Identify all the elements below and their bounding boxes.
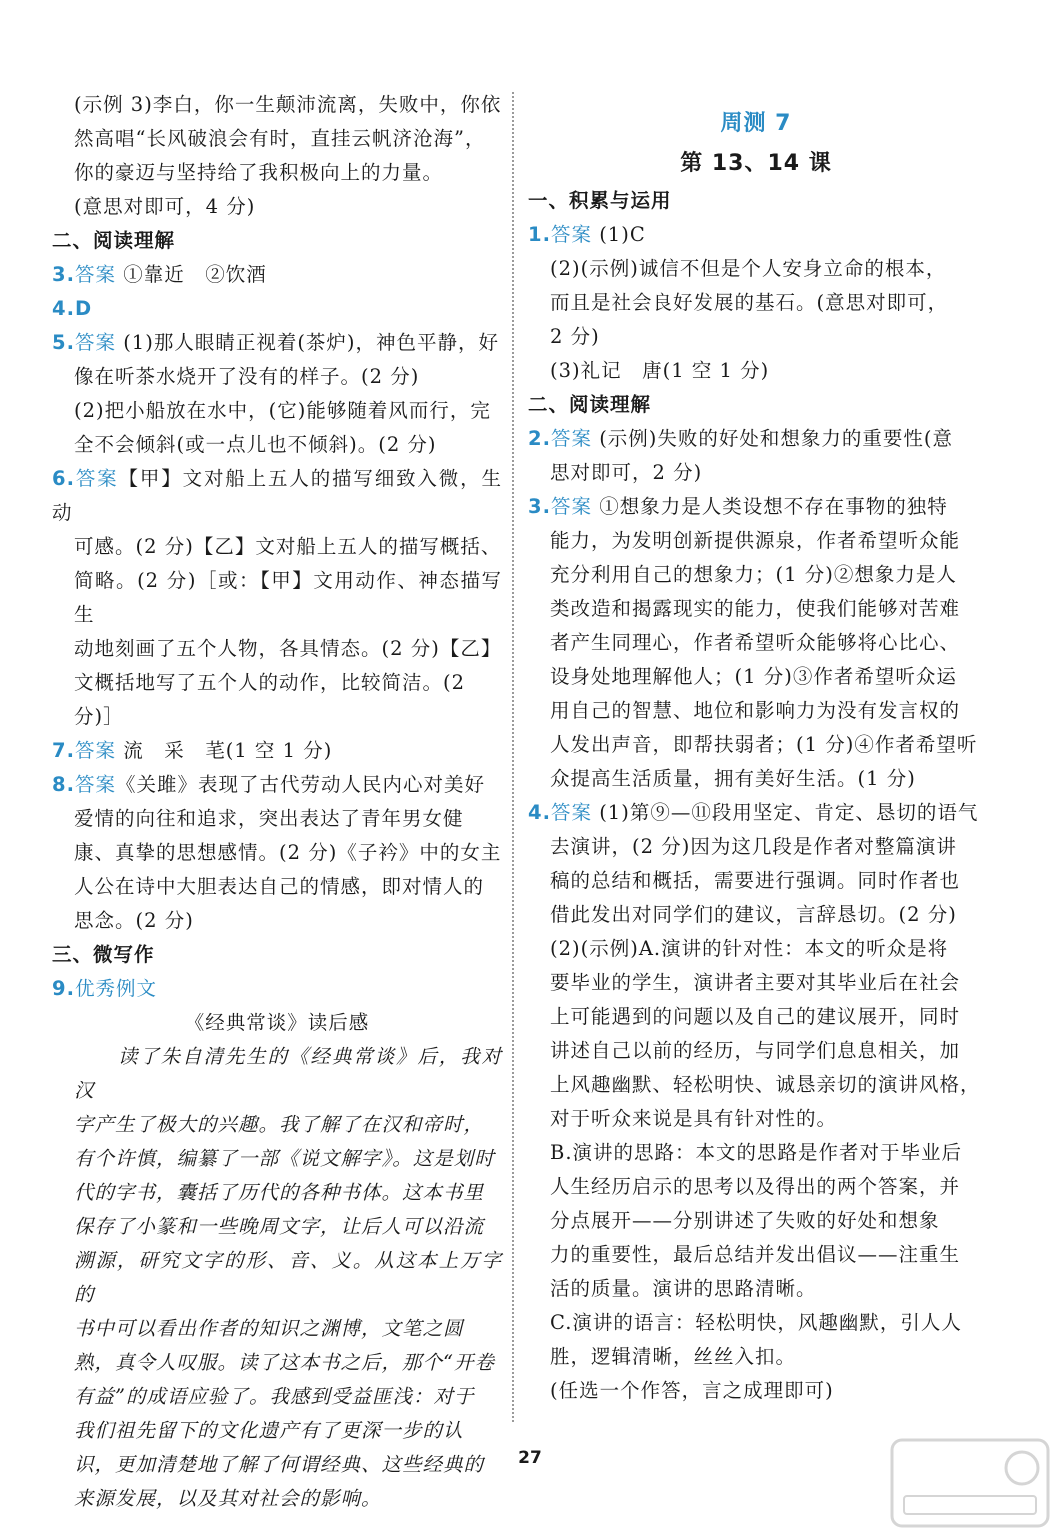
answer-line: 类改造和揭露现实的能力，使我们能够对苦难 bbox=[550, 597, 961, 620]
answer-line: 去演讲，(2 分)因为这几段是作者对整篇演讲 bbox=[550, 835, 957, 858]
watermark-logo bbox=[890, 1438, 1050, 1528]
question-number: 4.D bbox=[52, 297, 93, 320]
answer-line: 分点展开——分别讲述了失败的好处和想象 bbox=[550, 1209, 940, 1232]
section-heading: 二、阅读理解 bbox=[528, 393, 652, 416]
answer-text: 【甲】文对船上五人的描写细致入微，生动 bbox=[52, 467, 502, 524]
question-3 bbox=[52, 258, 502, 292]
answer-label: 答案 bbox=[550, 801, 592, 824]
question-6 bbox=[52, 462, 502, 530]
answer-line: 人公在诗中大胆表达自己的情感，即对情人的 bbox=[74, 875, 485, 898]
essay-line: 我们祖先留下的文化遗产有了更深一步的认 bbox=[74, 1419, 464, 1442]
answer-line: 活的质量。演讲的思路清晰。 bbox=[550, 1277, 817, 1300]
answer-text: ①想象力是人类设想不存在事物的独特 bbox=[592, 495, 948, 518]
answer-line: 思对即可，2 分) bbox=[550, 461, 703, 484]
essay-line: 保存了小篆和一些晚周文字，让后人可以沿流 bbox=[74, 1215, 485, 1238]
answer-line: 像在听茶水烧开了没有的样子。(2 分) bbox=[74, 365, 420, 388]
answer-text: (1)第⑨—⑪段用坚定、肯定、恳切的语气 bbox=[592, 801, 979, 824]
answer-line: 可感。(2 分)【乙】文对船上五人的描写概括、 bbox=[74, 535, 502, 558]
answer-label: 答案 bbox=[74, 773, 116, 796]
section-heading: 二、阅读理解 bbox=[52, 229, 176, 252]
answer-line: 全不会倾斜(或一点儿也不倾斜)。(2 分) bbox=[74, 433, 437, 456]
answer-line: 康、真挚的思想感情。(2 分)《子衿》中的女主 bbox=[74, 841, 502, 864]
question-number: 9. bbox=[52, 977, 75, 1000]
essay-line: 熟，真令人叹服。读了这本书之后，那个“开卷 bbox=[74, 1351, 495, 1374]
answer-label: 答案 bbox=[74, 263, 116, 286]
answer-line: C.演讲的语言：轻松明快，风趣幽默，引人人 bbox=[550, 1311, 962, 1334]
answer-line: 要毕业的学生，演讲者主要对其毕业后在社会 bbox=[550, 971, 961, 994]
answer-label: 答案 bbox=[550, 495, 592, 518]
essay-line: 有益”的成语应验了。我感到受益匪浅：对于 bbox=[74, 1385, 475, 1408]
question-number: 3. bbox=[52, 263, 75, 286]
essay-line: 读了朱自清先生的《经典常谈》后，我对汉 bbox=[74, 1045, 502, 1102]
left-column bbox=[52, 88, 502, 1516]
answer-line: 胜，逻辑清晰，丝丝入扣。 bbox=[550, 1345, 797, 1368]
essay-line: 溯源，研究文字的形、音、义。从这本上万字的 bbox=[74, 1249, 502, 1306]
answer-line: 动地刻画了五个人物，各具情态。(2 分)【乙】 bbox=[74, 637, 502, 660]
answer-line: 文概括地写了五个人的动作，比较简洁。(2 bbox=[74, 671, 466, 694]
answer-line: 力的重要性，最后总结并发出倡议——注重生 bbox=[550, 1243, 961, 1266]
answer-line: (2)(示例)诚信不但是个人安身立命的根本， bbox=[550, 257, 947, 280]
answer-line: 思念。(2 分) bbox=[74, 909, 194, 932]
answer-line: (任选一个作答，言之成理即可) bbox=[550, 1379, 834, 1402]
essay-line: 识，更加清楚地了解了何谓经典、这些经典的 bbox=[74, 1453, 485, 1476]
answer-line: 者产生同理心，作者希望听众能够将心比心、 bbox=[550, 631, 961, 654]
section-heading: 三、微写作 bbox=[52, 943, 155, 966]
section-heading: 一、积累与运用 bbox=[528, 189, 672, 212]
answer-label: 答案 bbox=[550, 223, 592, 246]
answer-line: 分)］ bbox=[74, 705, 124, 728]
answer-line: 上风趣幽默、轻松明快、诚恳亲切的演讲风格， bbox=[550, 1073, 981, 1096]
question-5 bbox=[52, 326, 502, 360]
column-divider bbox=[512, 92, 514, 1422]
answer-text: 《关雎》表现了古代劳动人民内心对美好 bbox=[116, 773, 486, 796]
right-column bbox=[528, 96, 984, 1408]
answer-text: (示例)失败的好处和想象力的重要性(意 bbox=[592, 427, 954, 450]
question-number: 2. bbox=[528, 427, 551, 450]
answer-text: (1)那人眼睛正视着(茶炉)，神色平静，好 bbox=[116, 331, 500, 354]
answer-line: 简略。(2 分)［或：【甲】文用动作、神态描写生 bbox=[74, 569, 502, 626]
intro-line: 然高唱“长风破浪会有时，直挂云帆济沧海”， bbox=[74, 127, 486, 150]
intro-line: (意思对即可，4 分) bbox=[74, 195, 256, 218]
question-number: 8. bbox=[52, 773, 75, 796]
answer-line: (2)把小船放在水中，(它)能够随着风而行，完 bbox=[74, 399, 491, 422]
question-number: 4. bbox=[528, 801, 551, 824]
answer-line: 设身处地理解他人；(1 分)③作者希望听众运 bbox=[550, 665, 957, 688]
essay-line: 来源发展，以及其对社会的影响。 bbox=[74, 1487, 382, 1510]
question-number: 1. bbox=[528, 223, 551, 246]
question-2 bbox=[528, 422, 984, 456]
answer-line: B.演讲的思路：本文的思路是作者对于毕业后 bbox=[550, 1141, 963, 1164]
answer-line: 爱情的向往和追求，突出表达了青年男女健 bbox=[74, 807, 464, 830]
answer-line: 上可能遇到的问题以及自己的建议展开，同时 bbox=[550, 1005, 961, 1028]
essay-line: 有个许慎，编纂了一部《说文解字》。这是划时 bbox=[74, 1147, 495, 1170]
question-number: 5. bbox=[52, 331, 75, 354]
lesson-title: 第 13、14 课 bbox=[680, 151, 832, 176]
essay-line: 字产生了极大的兴趣。我了解了在汉和帝时， bbox=[74, 1113, 485, 1136]
answer-line: 人生经历启示的思考以及得出的两个答案，并 bbox=[550, 1175, 961, 1198]
question-8 bbox=[52, 768, 502, 802]
answer-text: ①靠近 ②饮酒 bbox=[116, 263, 267, 286]
answer-line: 充分利用自己的想象力；(1 分)②想象力是人 bbox=[550, 563, 957, 586]
answer-line: (3)礼记 唐(1 空 1 分) bbox=[550, 359, 770, 382]
answer-label: 答案 bbox=[74, 739, 116, 762]
answer-text: 流 采 芼(1 空 1 分) bbox=[116, 739, 333, 762]
question-3 bbox=[528, 490, 984, 524]
page-number: 27 bbox=[518, 1448, 542, 1468]
answer-line: 而且是社会良好发展的基石。(意思对即可， bbox=[550, 291, 949, 314]
answer-line: 用自己的智慧、地位和影响力为没有发言权的 bbox=[550, 699, 961, 722]
essay-line: 代的字书，囊括了历代的各种书体。这本书里 bbox=[74, 1181, 485, 1204]
question-7 bbox=[52, 734, 502, 768]
question-number: 6. bbox=[52, 467, 75, 490]
answer-text: (1)C bbox=[592, 223, 646, 246]
essay-title: 《经典常谈》读后感 bbox=[184, 1011, 370, 1034]
intro-line: 你的豪迈与坚持给了我积极向上的力量。 bbox=[74, 161, 444, 184]
answer-line: 稿的总结和概括，需要进行强调。同时作者也 bbox=[550, 869, 961, 892]
question-9 bbox=[52, 972, 502, 1006]
answer-label: 答案 bbox=[550, 427, 592, 450]
sample-essay-label: 优秀例文 bbox=[74, 977, 157, 1000]
answer-line: 讲述自己以前的经历，与同学们息息相关，加 bbox=[550, 1039, 961, 1062]
essay-line: 书中可以看出作者的知识之渊博，文笔之圆 bbox=[74, 1317, 464, 1340]
week-title: 周测 7 bbox=[720, 111, 792, 136]
answer-line: 人发出声音，即帮扶弱者；(1 分)④作者希望听 bbox=[550, 733, 978, 756]
answer-line: 众提高生活质量，拥有美好生活。(1 分) bbox=[550, 767, 916, 790]
answer-line: 借此发出对同学们的建议，言辞恳切。(2 分) bbox=[550, 903, 957, 926]
answer-label: 答案 bbox=[74, 467, 119, 490]
question-1 bbox=[528, 218, 984, 252]
question-4 bbox=[52, 292, 502, 326]
question-4 bbox=[528, 796, 984, 830]
answer-label: 答案 bbox=[74, 331, 116, 354]
intro-line: (示例 3)李白，你一生颠沛流离，失败中，你依 bbox=[74, 93, 502, 116]
answer-line: (2)(示例)A.演讲的针对性：本文的听众是将 bbox=[550, 937, 949, 960]
answer-line: 对于听众来说是具有针对性的。 bbox=[550, 1107, 838, 1130]
question-number: 3. bbox=[528, 495, 551, 518]
answer-line: 2 分) bbox=[550, 325, 600, 348]
question-number: 7. bbox=[52, 739, 75, 762]
answer-line: 能力，为发明创新提供源泉，作者希望听众能 bbox=[550, 529, 961, 552]
